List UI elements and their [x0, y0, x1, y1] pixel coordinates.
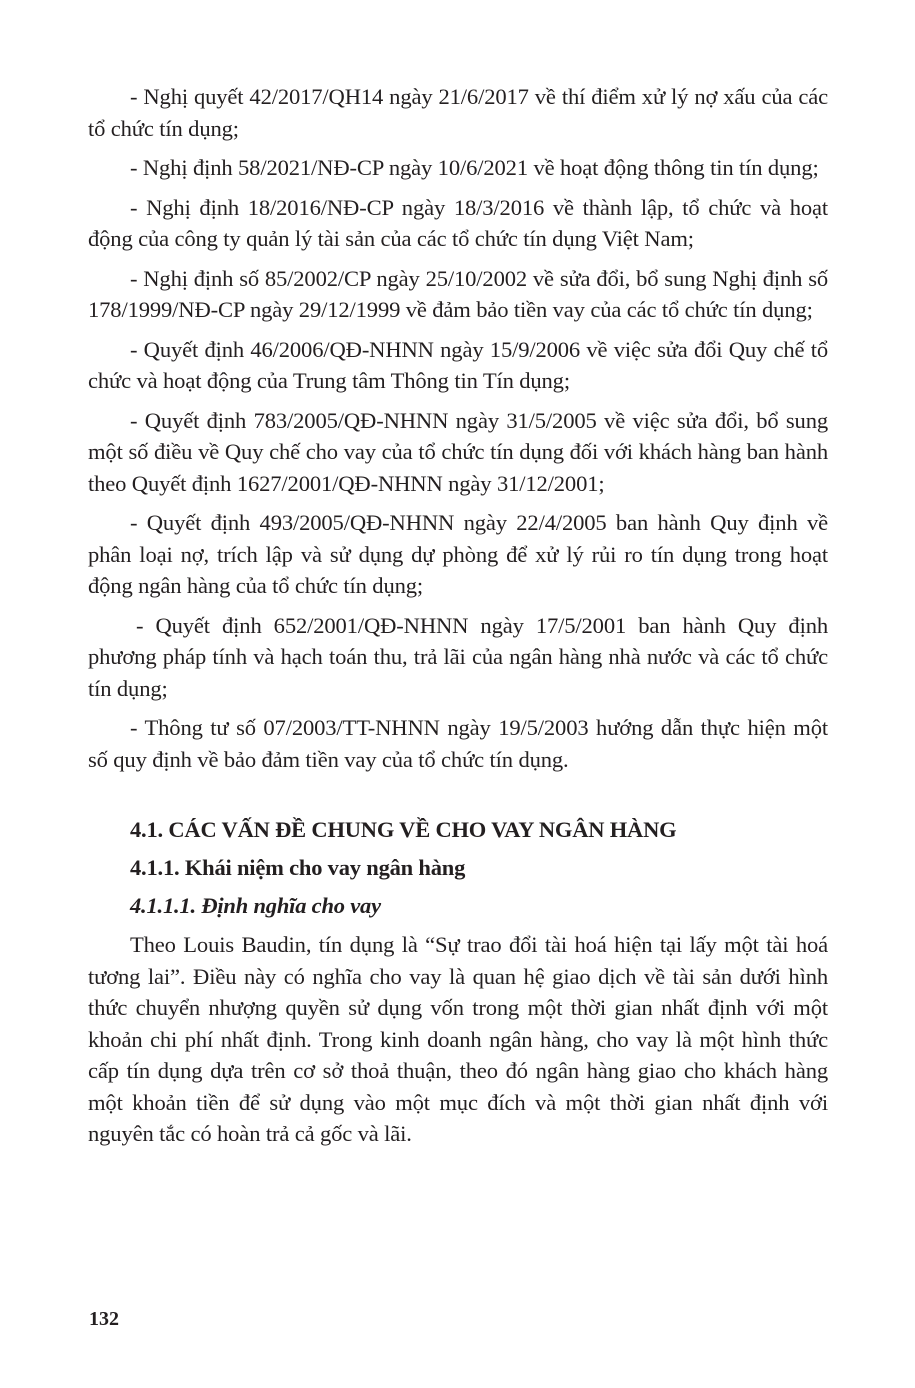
- subsection-heading: 4.1.1. Khái niệm cho vay ngân hàng: [130, 855, 466, 880]
- reference-item: - Nghị định số 85/2002/CP ngày 25/10/2002 về sửa đổi, bổ sung Nghị định số 178/1999/NĐ-CP ngày 29/12/1999 về đảm bảo tiền vay của các tổ chức tín dụng;: [88, 265, 828, 322]
- document-page: [88, 81, 828, 1150]
- reference-item: - Quyết định 46/2006/QĐ-NHNN ngày 15/9/2006 về việc sửa đổi Quy chế tổ chức và hoạt động của Trung tâm Thông tin Tín dụng;: [88, 336, 828, 393]
- reference-item: - Quyết định 652/2001/QĐ-NHNN ngày 17/5/2001 ban hành Quy định phương pháp tính và hạch toán thu, trả lãi của ngân hàng nhà nước và các tổ chức tín dụng;: [88, 612, 828, 701]
- reference-item: - Nghị quyết 42/2017/QH14 ngày 21/6/2017 về thí điểm xử lý nợ xấu của các tổ chức tín dụng;: [88, 84, 828, 141]
- legal-references-list: [88, 81, 828, 775]
- section-heading: 4.1. CÁC VẤN ĐỀ CHUNG VỀ CHO VAY NGÂN HÀNG: [130, 817, 677, 842]
- reference-item: - Nghị định 58/2021/NĐ-CP ngày 10/6/2021 về hoạt động thông tin tín dụng;: [130, 155, 819, 180]
- reference-item: - Quyết định 783/2005/QĐ-NHNN ngày 31/5/2005 về việc sửa đổi, bổ sung một số điều về Quy chế cho vay của tổ chức tín dụng đối với khách hàng ban hành theo Quyết định 1627/2001/QĐ-NHNN ngày 31/12/2001;: [88, 407, 828, 496]
- page-number: 132: [89, 1308, 119, 1330]
- subsubsection-heading: 4.1.1.1. Định nghĩa cho vay: [130, 893, 381, 918]
- reference-item: - Thông tư số 07/2003/TT-NHNN ngày 19/5/2003 hướng dẫn thực hiện một số quy định về bảo đảm tiền vay của tổ chức tín dụng.: [88, 715, 828, 772]
- reference-item: - Quyết định 493/2005/QĐ-NHNN ngày 22/4/2005 ban hành Quy định về phân loại nợ, trích lập và sử dụng dự phòng để xử lý rủi ro tín dụng trong hoạt động ngân hàng của tổ chức tín dụng;: [88, 510, 828, 598]
- body-paragraph: Theo Louis Baudin, tín dụng là “Sự trao đổi tài hoá hiện tại lấy một tài hoá tương lai”. Điều này có nghĩa cho vay là quan hệ giao dịch về tài sản dưới hình thức chuyển nhượng quyền sử dụng vốn trong một thời gian nhất định với một khoản chi phí nhất định. Trong kinh doanh ngân hàng, cho vay là một hình thức cấp tín dụng dựa trên cơ sở thoả thuận, theo đó ngân hàng giao cho khách hàng một khoản tiền để sử dụng vào một mục đích và một thời gian nhất định với nguyên tắc có hoàn trả cả gốc và lãi.: [88, 932, 828, 1146]
- reference-item: - Nghị định 18/2016/NĐ-CP ngày 18/3/2016 về thành lập, tổ chức và hoạt động của công ty quản lý tài sản của các tổ chức tín dụng Việt Nam;: [88, 194, 828, 251]
